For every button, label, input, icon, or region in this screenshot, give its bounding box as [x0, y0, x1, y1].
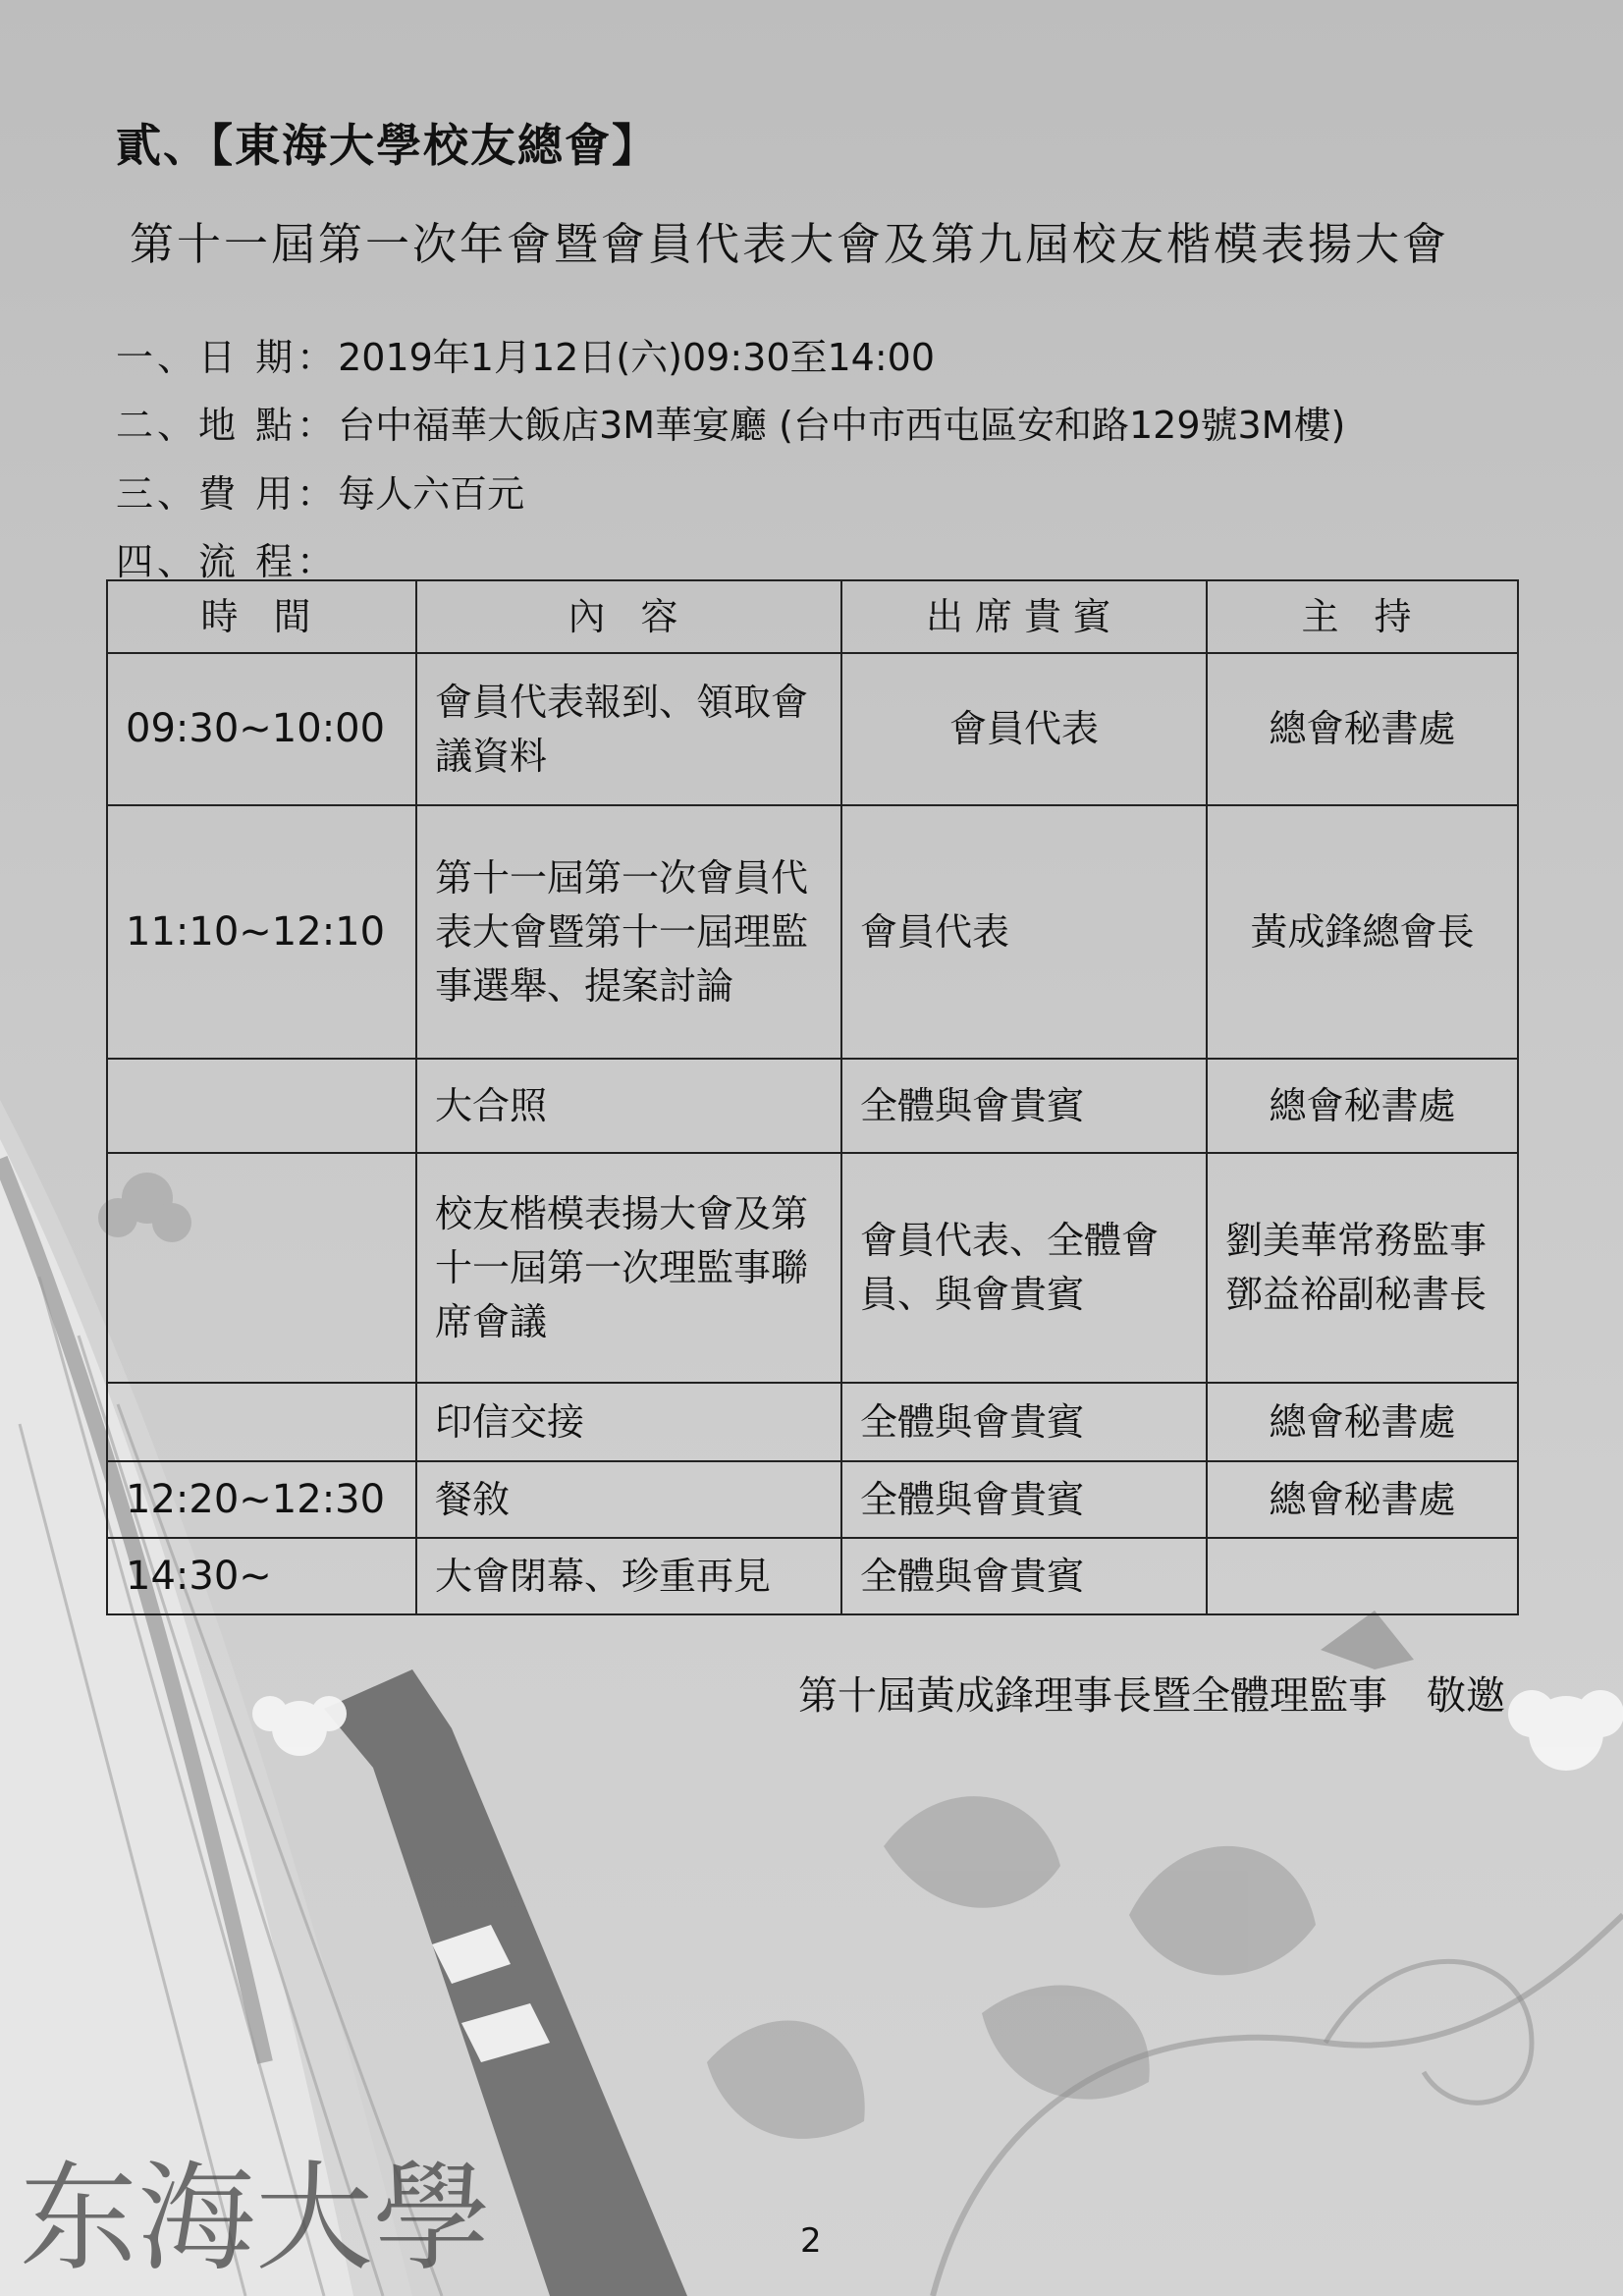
table-row [107, 653, 1518, 805]
table-row [107, 1153, 1518, 1383]
section-heading: 貳、【東海大學校友總會】 [116, 119, 659, 172]
table-row [107, 1461, 1518, 1538]
cell-content: 大合照 [416, 1059, 841, 1153]
cell-host: 黃成鋒總會長 [1207, 805, 1518, 1059]
cell-host: 總會秘書處 [1207, 1059, 1518, 1153]
header-host: 主 持 [1207, 580, 1518, 653]
cell-content: 印信交接 [416, 1383, 841, 1461]
fee-label: 三、費 用： [116, 472, 339, 516]
cell-time: 09:30~10:00 [107, 653, 416, 805]
info-fee [116, 464, 524, 518]
cell-content: 大會閉幕、珍重再見 [416, 1538, 841, 1614]
info-date [116, 327, 935, 381]
cell-time: 11:10~12:10 [107, 805, 416, 1059]
cell-time: 14:30~ [107, 1538, 416, 1614]
cell-host: 總會秘書處 [1207, 1383, 1518, 1461]
cell-host: 總會秘書處 [1207, 653, 1518, 805]
cell-guests: 全體與會貴賓 [841, 1059, 1207, 1153]
cell-guests: 會員代表 [841, 805, 1207, 1059]
cell-time [107, 1153, 416, 1383]
header-time: 時 間 [107, 580, 416, 653]
table-row [107, 1383, 1518, 1461]
schedule-table [106, 579, 1519, 1615]
date-label: 一、日 期： [116, 336, 339, 379]
cell-time: 12:20~12:30 [107, 1461, 416, 1538]
cell-content: 校友楷模表揚大會及第十一屆第一次理監事聯席會議 [416, 1153, 841, 1383]
cell-host [1207, 1538, 1518, 1614]
info-flow [116, 531, 338, 585]
cell-content: 餐敘 [416, 1461, 841, 1538]
place-label: 二、地 點： [116, 404, 339, 447]
table-row [107, 805, 1518, 1059]
cell-guests: 會員代表、全體會員、與會貴賓 [841, 1153, 1207, 1383]
cell-content: 第十一屆第一次會員代表大會暨第十一屆理監事選舉、提案討論 [416, 805, 841, 1059]
university-logo-text: 东海大學 [20, 2151, 491, 2287]
page-number: 2 [800, 2221, 822, 2261]
cell-guests: 會員代表 [841, 653, 1207, 805]
cell-time [107, 1383, 416, 1461]
place-value: 台中福華大飯店3M華宴廳 (台中市西屯區安和路129號3M樓) [338, 404, 1346, 447]
signature-line: 第十屆黃成鋒理事長暨全體理監事 敬邀 [798, 1673, 1505, 1719]
table-row [107, 1538, 1518, 1614]
header-guests: 出席貴賓 [841, 580, 1207, 653]
cell-host: 劉美華常務監事鄧益裕副秘書長 [1207, 1153, 1518, 1383]
event-title: 第十一屆第一次年會暨會員代表大會及第九屆校友楷模表揚大會 [130, 218, 1450, 270]
cell-host: 總會秘書處 [1207, 1461, 1518, 1538]
header-content: 內 容 [416, 580, 841, 653]
table-row [107, 1059, 1518, 1153]
cell-guests: 全體與會貴賓 [841, 1383, 1207, 1461]
table-header-row [107, 580, 1518, 653]
cell-content: 會員代表報到、領取會議資料 [416, 653, 841, 805]
cell-guests: 全體與會貴賓 [841, 1461, 1207, 1538]
date-value: 2019年1月12日(六)09:30至14:00 [338, 336, 936, 379]
fee-value: 每人六百元 [338, 472, 525, 516]
cell-guests: 全體與會貴賓 [841, 1538, 1207, 1614]
info-place [116, 395, 1345, 449]
flow-label: 四、流 程： [116, 540, 339, 583]
cell-time [107, 1059, 416, 1153]
